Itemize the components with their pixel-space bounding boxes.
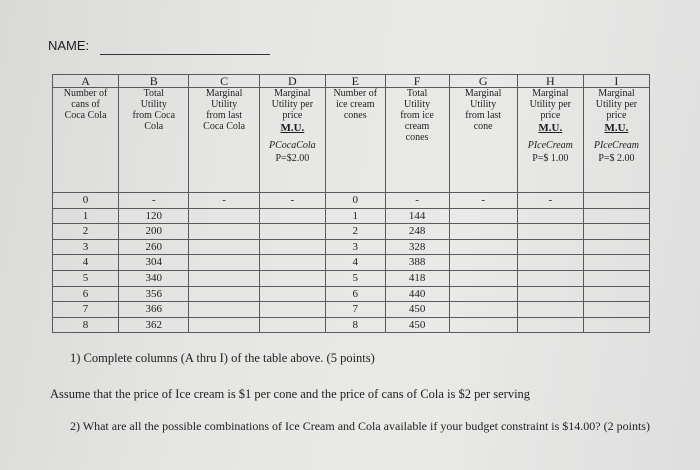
column-letter-row xyxy=(53,75,650,88)
table-cell-e[interactable]: 0 xyxy=(325,193,385,209)
column-header-line: Utility per xyxy=(595,99,638,110)
price-symbol: PIceCream xyxy=(527,140,573,151)
table-row xyxy=(53,193,650,209)
table-body xyxy=(53,193,650,333)
table-row xyxy=(53,317,650,333)
assumption-text: Assume that the price of Ice cream is $1 per cone and the price of cans of Cola is $2 per serving xyxy=(50,387,531,401)
table-cell-e[interactable]: 7 xyxy=(325,302,385,318)
column-header xyxy=(583,88,649,193)
table-cell-f[interactable]: 418 xyxy=(385,270,449,286)
table-cell-f[interactable]: - xyxy=(385,193,449,209)
table-cell-d[interactable] xyxy=(259,255,325,271)
price-symbol: PIceCream xyxy=(593,140,640,151)
table-cell-a[interactable]: 7 xyxy=(53,302,119,318)
table-cell-d[interactable] xyxy=(259,208,325,224)
table-cell-h[interactable] xyxy=(517,255,583,271)
column-letter: D xyxy=(259,75,325,88)
price-value: P=$ 1.00 xyxy=(532,153,569,164)
table-cell-f[interactable]: 440 xyxy=(385,286,449,302)
table-cell-i[interactable] xyxy=(583,317,649,333)
column-header-line: Marginal xyxy=(464,88,502,99)
table-cell-g[interactable] xyxy=(449,286,517,302)
column-header-line: from last xyxy=(206,110,243,121)
table-cell-c[interactable] xyxy=(189,224,259,240)
table-cell-f[interactable]: 328 xyxy=(385,239,449,255)
table-cell-a[interactable]: 4 xyxy=(53,255,119,271)
column-header-line: ice cream xyxy=(335,99,375,110)
table-cell-h[interactable] xyxy=(517,208,583,224)
table-cell-i[interactable] xyxy=(583,193,649,209)
column-header-line: Utility xyxy=(140,99,167,110)
table-cell-e[interactable]: 1 xyxy=(325,208,385,224)
column-letter: A xyxy=(53,75,119,88)
column-letter: C xyxy=(189,75,259,88)
table-cell-i[interactable] xyxy=(583,302,649,318)
table-row xyxy=(53,208,650,224)
table-cell-a[interactable]: 6 xyxy=(53,286,119,302)
table-cell-g[interactable] xyxy=(449,317,517,333)
table-cell-c[interactable] xyxy=(189,302,259,318)
table-cell-a[interactable]: 5 xyxy=(53,270,119,286)
table-cell-b[interactable]: - xyxy=(119,193,189,209)
column-header xyxy=(53,88,119,193)
table-row xyxy=(53,270,650,286)
table-cell-g[interactable] xyxy=(449,239,517,255)
table-cell-i[interactable] xyxy=(583,208,649,224)
table-cell-h[interactable]: - xyxy=(517,193,583,209)
table-cell-h[interactable] xyxy=(517,302,583,318)
table-cell-g[interactable] xyxy=(449,255,517,271)
table-cell-f[interactable]: 450 xyxy=(385,317,449,333)
table-cell-g[interactable] xyxy=(449,302,517,318)
table-cell-b[interactable]: 120 xyxy=(119,208,189,224)
table-cell-a[interactable]: 2 xyxy=(53,224,119,240)
table-cell-i[interactable] xyxy=(583,239,649,255)
table-cell-c[interactable]: - xyxy=(189,193,259,209)
table-cell-d[interactable] xyxy=(259,224,325,240)
column-header-line: Number of xyxy=(333,88,378,99)
column-header-line: cream xyxy=(404,121,430,132)
table-cell-b[interactable]: 362 xyxy=(119,317,189,333)
table-cell-e[interactable]: 5 xyxy=(325,270,385,286)
mu-label: M.U. xyxy=(280,122,305,134)
column-header-line: Utility xyxy=(470,99,497,110)
column-header-line: Coca Cola xyxy=(203,121,246,132)
table-cell-b[interactable]: 260 xyxy=(119,239,189,255)
column-letter: H xyxy=(517,75,583,88)
table-cell-c[interactable] xyxy=(189,270,259,286)
column-letter: E xyxy=(325,75,385,88)
table-row xyxy=(53,302,650,318)
column-header xyxy=(119,88,189,193)
table-cell-f[interactable]: 248 xyxy=(385,224,449,240)
table-cell-b[interactable]: 200 xyxy=(119,224,189,240)
column-header-line: cans of xyxy=(71,99,100,110)
column-header-line: price xyxy=(282,110,303,121)
column-header-line: Total xyxy=(143,88,164,99)
table-cell-a[interactable]: 3 xyxy=(53,239,119,255)
column-header-line: Utility per xyxy=(271,99,314,110)
table-cell-g[interactable] xyxy=(449,208,517,224)
column-letter: G xyxy=(449,75,517,88)
table-cell-i[interactable] xyxy=(583,255,649,271)
column-header-line: Marginal xyxy=(532,88,569,99)
column-header-line: Marginal xyxy=(274,88,311,99)
table-cell-h[interactable] xyxy=(517,270,583,286)
table-cell-e[interactable]: 4 xyxy=(325,255,385,271)
table-cell-c[interactable] xyxy=(189,255,259,271)
table-row xyxy=(53,286,650,302)
table-cell-c[interactable] xyxy=(189,317,259,333)
table-cell-e[interactable]: 2 xyxy=(325,224,385,240)
column-header-line: Coca Cola xyxy=(64,110,107,121)
price-symbol: PCocaCola xyxy=(269,140,316,151)
table-cell-d[interactable] xyxy=(259,286,325,302)
table-cell-h[interactable] xyxy=(517,286,583,302)
mu-label: M.U. xyxy=(604,122,629,134)
table-cell-d[interactable] xyxy=(259,302,325,318)
table-cell-a[interactable]: 8 xyxy=(53,317,119,333)
column-header xyxy=(189,88,259,193)
table-cell-e[interactable]: 8 xyxy=(325,317,385,333)
utility-table xyxy=(52,74,650,333)
name-label: NAME: xyxy=(48,38,90,53)
price-value: P=$2.00 xyxy=(275,153,310,164)
column-header-line: price xyxy=(606,110,627,121)
column-header-line: cones xyxy=(343,110,367,121)
table-row xyxy=(53,255,650,271)
column-header-line: cone xyxy=(473,121,493,132)
table-cell-c[interactable] xyxy=(189,239,259,255)
table-cell-b[interactable]: 340 xyxy=(119,270,189,286)
column-header-row xyxy=(53,88,650,193)
table-cell-g[interactable] xyxy=(449,270,517,286)
table-cell-d[interactable] xyxy=(259,317,325,333)
table-cell-b[interactable]: 356 xyxy=(119,286,189,302)
column-header-line: from last xyxy=(465,110,502,121)
table-cell-b[interactable]: 304 xyxy=(119,255,189,271)
column-header-line: Marginal xyxy=(598,88,635,99)
table-cell-d[interactable] xyxy=(259,239,325,255)
column-letter: I xyxy=(583,75,649,88)
table-row xyxy=(53,239,650,255)
column-header-line: from ice xyxy=(400,110,434,121)
question-1: 1) Complete columns (A thru I) of the table above. (5 points) xyxy=(70,351,375,365)
column-header-line: cones xyxy=(405,132,429,143)
question-2: 2) What are all the possible combinations of Ice Cream and Cola available if your budget constraint is $14.00? (2 points) xyxy=(70,419,650,433)
table-cell-f[interactable]: 450 xyxy=(385,302,449,318)
table-cell-c[interactable] xyxy=(189,286,259,302)
table-cell-i[interactable] xyxy=(583,270,649,286)
table-cell-a[interactable]: 0 xyxy=(53,193,119,209)
table-cell-h[interactable] xyxy=(517,239,583,255)
column-header-line: Total xyxy=(406,88,428,99)
column-header xyxy=(325,88,385,193)
column-letter: F xyxy=(385,75,449,88)
column-header xyxy=(449,88,517,193)
table-cell-c[interactable] xyxy=(189,208,259,224)
table-cell-a[interactable]: 1 xyxy=(53,208,119,224)
table-cell-h[interactable] xyxy=(517,317,583,333)
price-value: P=$ 2.00 xyxy=(598,153,635,164)
column-header xyxy=(517,88,583,193)
column-header-line: Number of xyxy=(63,88,108,99)
column-header xyxy=(259,88,325,193)
table-row xyxy=(53,224,650,240)
column-header-line: Utility per xyxy=(529,99,571,110)
table-cell-g[interactable] xyxy=(449,224,517,240)
mu-label: M.U. xyxy=(538,122,563,134)
column-header-line: Cola xyxy=(144,121,164,132)
table-cell-d[interactable] xyxy=(259,270,325,286)
name-blank-line xyxy=(100,54,270,55)
column-letter: B xyxy=(119,75,189,88)
column-header-line: Utility xyxy=(211,99,238,110)
table-cell-h[interactable] xyxy=(517,224,583,240)
column-header-line: Utility xyxy=(404,99,431,110)
table-cell-d[interactable]: - xyxy=(259,193,325,209)
table-cell-i[interactable] xyxy=(583,224,649,240)
column-header-line: Marginal xyxy=(205,88,243,99)
column-header-line: from Coca xyxy=(132,110,176,121)
table-cell-b[interactable]: 366 xyxy=(119,302,189,318)
table-cell-g[interactable]: - xyxy=(449,193,517,209)
table-cell-i[interactable] xyxy=(583,286,649,302)
column-header xyxy=(385,88,449,193)
column-header-line: price xyxy=(540,110,561,121)
table-cell-f[interactable]: 388 xyxy=(385,255,449,271)
table-cell-e[interactable]: 6 xyxy=(325,286,385,302)
table-cell-e[interactable]: 3 xyxy=(325,239,385,255)
table-cell-f[interactable]: 144 xyxy=(385,208,449,224)
